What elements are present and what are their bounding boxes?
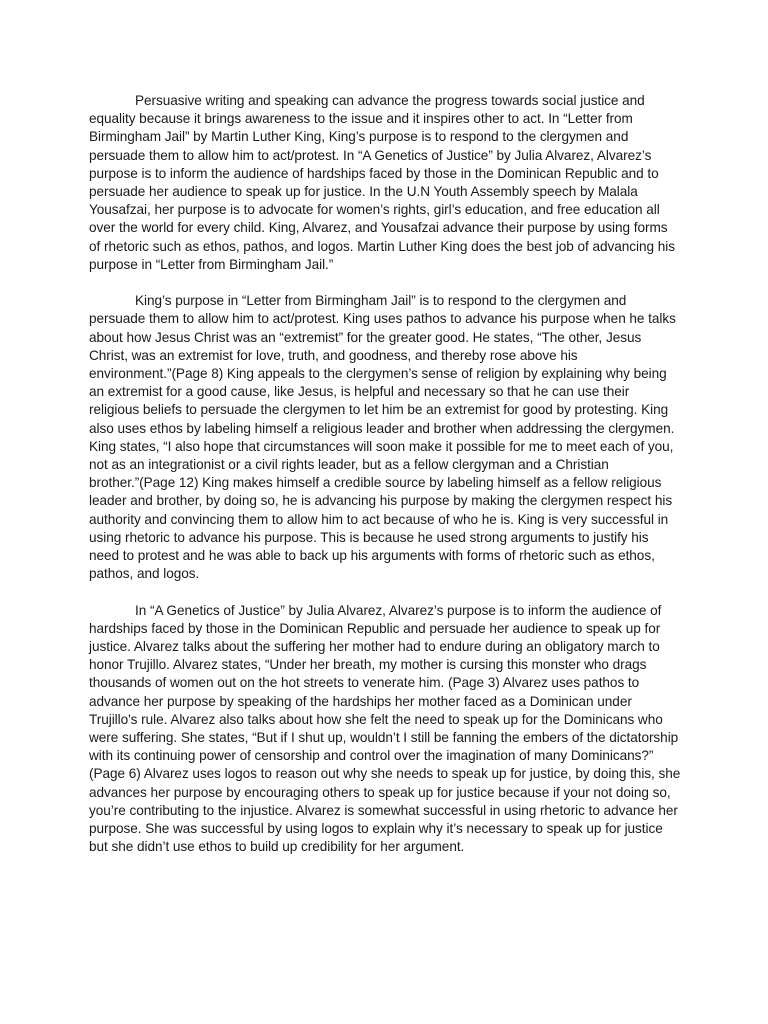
essay-body <box>89 92 681 875</box>
paragraph-introduction: Persuasive writing and speaking can advance the progress towards social justice and equality because it brings awareness to the issue and it inspires other to act. In “Letter from Birmingham Jail” by Martin Luther King, King’s purpose is to respond to the clergymen and persuade them to allow him to act/protest. In “A Genetics of Justice” by Julia Alvarez, Alvarez’s purpose is to inform the audience of hardships faced by those in the Dominican Republic and to persuade her audience to speak up for justice. In the U.N Youth Assembly speech by Malala Yousafzai, her purpose is to advocate for women’s rights, girl’s education, and free education all over the world for every child. King, Alvarez, and Yousafzai advance their purpose by using forms of rhetoric such as ethos, pathos, and logos. Martin Luther King does the best job of advancing his purpose in “Letter from Birmingham Jail.” <box>89 93 675 272</box>
paragraph-king: King’s purpose in “Letter from Birmingham Jail” is to respond to the clergymen and persuade them to allow him to act/protest. King uses pathos to advance his purpose when he talks about how Jesus Christ was an “extremist” for the greater good. He states, “The other, Jesus Christ, was an extremist for love, truth, and goodness, and thereby rose above his environment.”(Page 8) King appeals to the clergymen’s sense of religion by explaining why being an extremist for a good cause, like Jesus, is helpful and necessary so that he can use their religious beliefs to persuade the clergymen to let him be an extremist for good by protesting. King also uses ethos by labeling himself a religious leader and brother when addressing the clergymen. King states, “I also hope that circumstances will soon make it possible for me to meet each of you, not as an integrationist or a civil rights leader, but as a fellow clergyman and a Christian brother.”(Page 12) King makes himself a credible source by labeling himself as a fellow religious leader and brother, by doing so, he is advancing his purpose by making the clergymen respect his authority and convincing them to allow him to act because of who he is. King is very successful in using rhetoric to advance his purpose. This is because he used strong arguments to justify his need to protest and he was able to back up his arguments with forms of rhetoric such as ethos, pathos, and logos. <box>89 293 676 582</box>
paragraph-alvarez: In “A Genetics of Justice” by Julia Alvarez, Alvarez’s purpose is to inform the audience of hardships faced by those in the Dominican Republic and persuade her audience to speak up for justice. Alvarez talks about the suffering her mother had to endure during an obligatory march to honor Trujillo. Alvarez states, “Under her breath, my mother is cursing this monster who drags thousands of women out on the hot streets to venerate him. (Page 3) Alvarez uses pathos to advance her purpose by speaking of the hardships her mother faced as a Dominican under Trujillo's rule. Alvarez also talks about how she felt the need to speak up for the Dominicans who were suffering. She states, “But if I shut up, wouldn’t I still be fanning the embers of the dictatorship with its continuing power of censorship and control over the imagination of many Dominicans?” (Page 6) Alvarez uses logos to reason out why she needs to speak up for justice, by doing this, she advances her purpose by encouraging others to speak up for justice because if your not doing so, you’re contributing to the injustice. Alvarez is somewhat successful in using rhetoric to advance her purpose. She was successful by using logos to explain why it’s necessary to speak up for justice but she didn’t use ethos to build up credibility for her argument. <box>89 602 681 855</box>
